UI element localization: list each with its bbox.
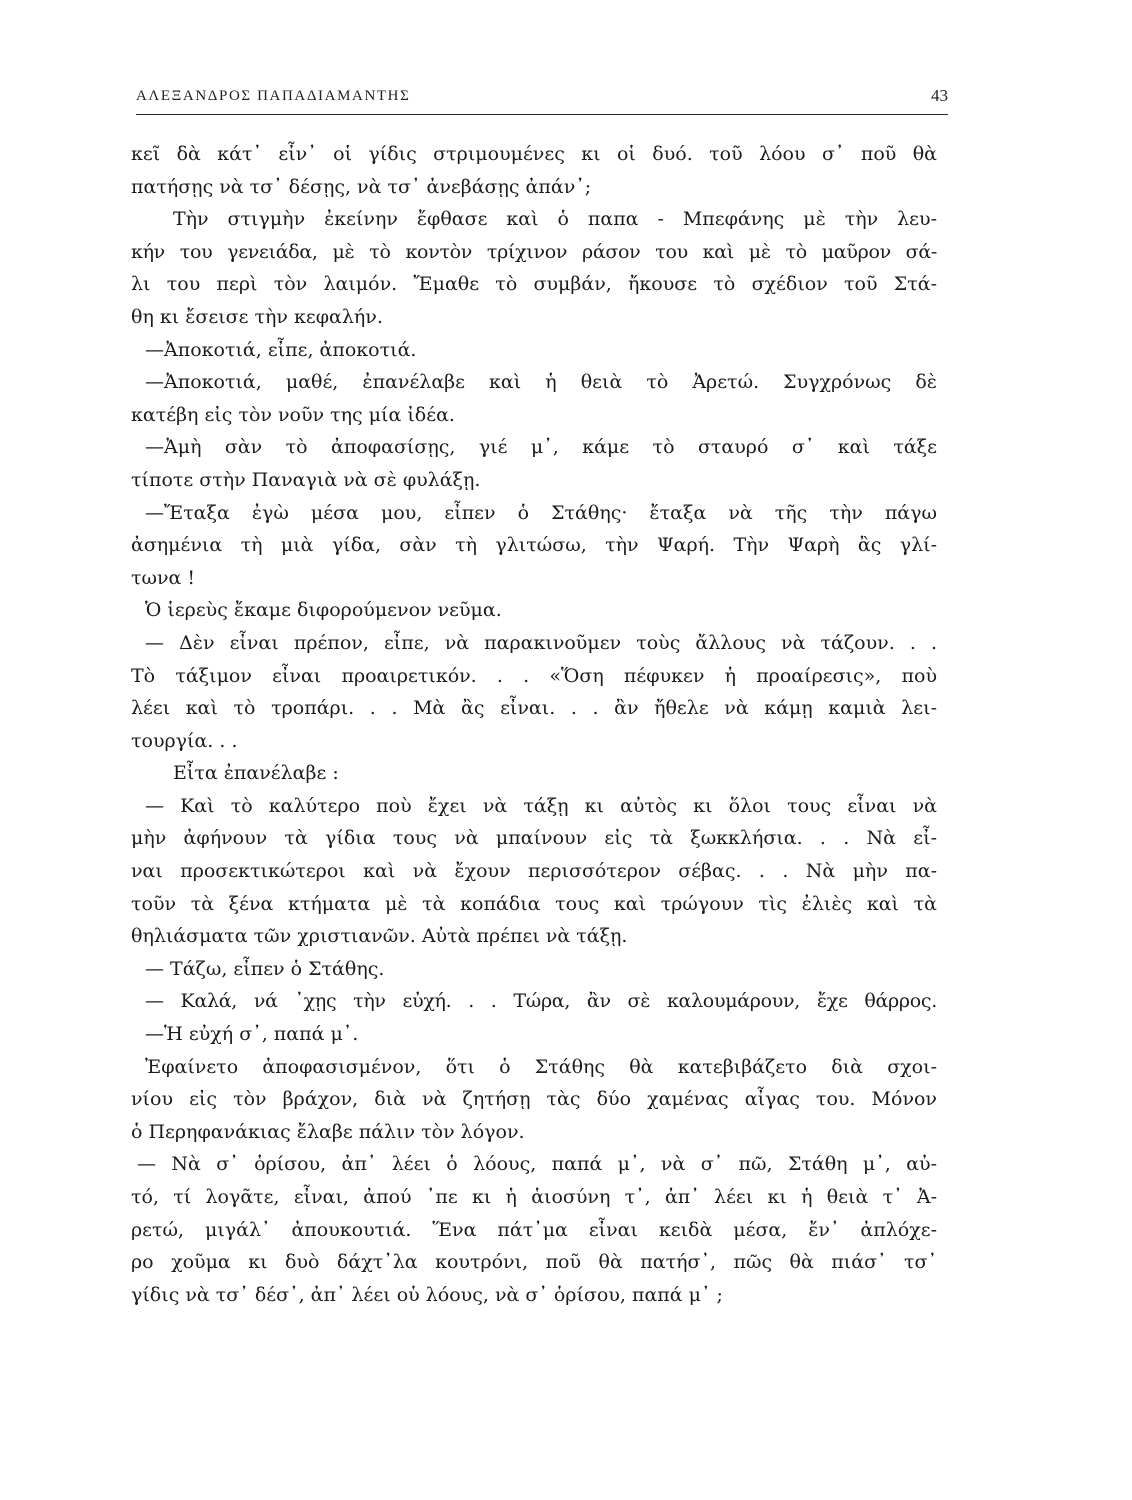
body-text — [131, 138, 937, 1311]
running-title: ΑΛΕΞΑΝΔΡΟΣ ΠΑΠΑΔΙΑΜΑΝΤΗΣ — [136, 88, 411, 104]
text-line: κατέβη εἰς τὸν νοῦν της μία ἰδέα. — [131, 403, 455, 426]
text-line: Ἐφαίνετο ἀποφασισμένον, ὅτι ὁ Στάθης θὰ κατεβιβάζετο διὰ σχοι- — [145, 1055, 937, 1078]
text-line: ρετώ, μιγάλ᾽ ἀπουκουτιά. Ἕνα πάτ᾽μα εἶναι κειδὰ μέσα, ἔν᾽ ἀπλόχε- — [131, 1218, 937, 1241]
page-header — [136, 84, 948, 115]
text-line: ρο χοῦμα κι δυὸ δάχτ᾽λα κουτρόνι, ποῦ θὰ πατήσ᾽, πῶς θὰ πιάσ᾽ τσ᾽ — [131, 1251, 937, 1274]
text-line: —Ἀμὴ σὰν τὸ ἀποφασίσῃς, γιέ μ᾽, κάμε τὸ σταυρό σ᾽ καὶ τάξε — [145, 436, 937, 459]
text-line: ὁ Περηφανάκιας ἔλαβε πάλιν τὸν λόγον. — [131, 1120, 525, 1143]
text-line: — Νὰ σ᾽ ὁρίσου, ἀπ᾽ λέει ὁ λόους, παπά μ᾽, νὰ σ᾽ πῶ, Στάθη μ᾽, αὐ- — [137, 1153, 937, 1176]
text-line: τίποτε στὴν Παναγιὰ νὰ σὲ φυλάξῃ. — [131, 468, 481, 491]
text-line: — Καὶ τὸ καλύτερο ποὺ ἔχει νὰ τάξῃ κι αὐτὸς κι ὅλοι τους εἶναι νὰ — [145, 794, 937, 817]
text-line: θηλιάσματα τῶν χριστιανῶν. Αὐτὰ πρέπει νὰ τάξῃ. — [131, 925, 628, 948]
text-line: κήν του γενειάδα, μὲ τὸ κοντὸν τρίχινον ράσον του καὶ μὲ τὸ μαῦρον σά- — [131, 240, 937, 263]
text-line: — Καλά, νά ᾽χῃς τὴν εὐχή. . . Τώρα, ἂν σὲ καλουμάρουν, ἔχε θάρρος. — [145, 990, 937, 1013]
text-line: —Ἔταξα ἐγὼ μέσα μου, εἶπεν ὁ Στάθης· ἔταξα νὰ τῆς τὴν πάγω — [145, 501, 937, 524]
text-line: ναι προσεκτικώτεροι καὶ νὰ ἔχουν περισσότερον σέβας. . . Νὰ μὴν πα- — [131, 860, 937, 883]
text-line: τοῦν τὰ ξένα κτήματα μὲ τὰ κοπάδια τους καὶ τρώγουν τὶς ἐλιὲς καὶ τὰ — [131, 892, 937, 915]
text-line: — Τάζω, εἶπεν ὁ Στάθης. — [145, 957, 385, 980]
text-line: τουργία. . . — [131, 729, 238, 752]
page-number: 43 — [931, 86, 948, 105]
text-line: Ὁ ἱερεὺς ἔκαμε διφορούμενον νεῦμα. — [145, 599, 502, 622]
text-line: — Δὲν εἶναι πρέπον, εἶπε, νὰ παρακινοῦμεν τοὺς ἄλλους νὰ τάζουν. . . — [145, 631, 937, 654]
text-line: πατήσῃς νὰ τσ᾽ δέσῃς, νὰ τσ᾽ ἀνεβάσῃς ἀπάν᾽; — [131, 175, 592, 198]
text-line: Εἶτα ἐπανέλαβε : — [173, 762, 339, 785]
text-line: κεῖ δὰ κάτ᾽ εἶν᾽ οἱ γίδις στριμουμένες κι οἱ δυό. τοῦ λόου σ᾽ ποῦ θὰ — [131, 143, 937, 165]
text-line: —Ἀποκοτιά, μαθέ, ἐπανέλαβε καὶ ἡ θειὰ τὸ Ἀρετώ. Συγχρόνως δὲ — [145, 371, 937, 394]
text-line: λι του περὶ τὸν λαιμόν. Ἔμαθε τὸ συμβάν, ἤκουσε τὸ σχέδιον τοῦ Στά- — [131, 273, 937, 296]
text-line: τό, τί λογᾶτε, εἶναι, ἀπού ᾽πε κι ἡ ἁιοσύνη τ᾽, ἀπ᾽ λέει κι ἡ θειὰ τ᾽ Ἀ- — [131, 1186, 937, 1208]
text-line: γίδις νὰ τσ᾽ δέσ᾽, ἀπ᾽ λέει οὑ λόους, νὰ σ᾽ ὁρίσου, παπά μ᾽ ; — [131, 1283, 723, 1306]
text-line: λέει καὶ τὸ τροπάρι. . . Μὰ ἂς εἶναι. . . ἂν ἤθελε νὰ κάμῃ καμιὰ λει- — [131, 697, 937, 720]
text-line: Τὴν στιγμὴν ἐκείνην ἔφθασε καὶ ὁ παπα - Μπεφάνης μὲ τὴν λευ- — [173, 208, 937, 231]
text-line: ἀσημένια τὴ μιὰ γίδα, σὰν τὴ γλιτώσω, τὴν Ψαρή. Τὴν Ψαρὴ ἂς γλί- — [131, 534, 937, 557]
text-line: νίου εἰς τὸν βράχον, διὰ νὰ ζητήσῃ τὰς δύο χαμένας αἶγας του. Μόνον — [131, 1088, 937, 1111]
text-line: Τὸ τάξιμον εἶναι προαιρετικόν. . . «Ὅση πέφυκεν ἡ προαίρεσις», ποὺ — [131, 664, 937, 687]
text-line: —Ἀποκοτιά, εἶπε, ἀποκοτιά. — [145, 338, 417, 361]
text-line: θη κι ἔσεισε τὴν κεφαλήν. — [131, 305, 383, 328]
text-line: τωνα ! — [131, 566, 196, 589]
text-line: —Ἡ εὐχή σ᾽, παπά μ᾽. — [145, 1023, 359, 1046]
text-line: μὴν ἀφήνουν τὰ γίδια τους νὰ μπαίνουν εἰς τὰ ξωκκλήσια. . . Νὰ εἶ- — [131, 827, 937, 850]
